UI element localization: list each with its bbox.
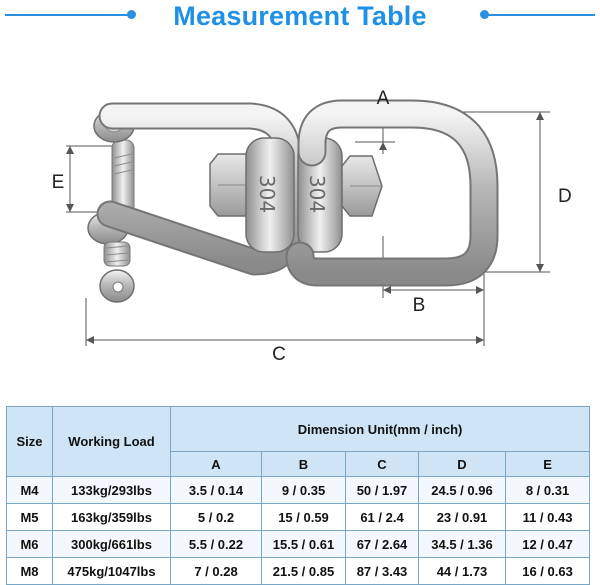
cell-size: M5: [7, 504, 53, 531]
cell-load: 300kg/661lbs: [53, 531, 171, 558]
header-col-d: D: [419, 452, 506, 477]
cell-a: 3.5 / 0.14: [171, 477, 262, 504]
cell-e: 8 / 0.31: [506, 477, 590, 504]
page-title: Measurement Table: [173, 1, 427, 31]
cell-a: 5 / 0.2: [171, 504, 262, 531]
cell-c: 50 / 1.97: [346, 477, 419, 504]
header-col-a: A: [171, 452, 262, 477]
cell-size: M4: [7, 477, 53, 504]
header-working-load: Working Load: [53, 407, 171, 477]
header-col-b: B: [262, 452, 346, 477]
cell-load: 475kg/1047lbs: [53, 558, 171, 585]
dim-label-a: A: [376, 88, 390, 109]
cell-d: 23 / 0.91: [419, 504, 506, 531]
cell-b: 21.5 / 0.85: [262, 558, 346, 585]
header-size: Size: [7, 407, 53, 477]
cell-c: 61 / 2.4: [346, 504, 419, 531]
header-col-c: C: [346, 452, 419, 477]
header-dimension-unit: Dimension Unit(mm / inch): [171, 407, 590, 452]
cell-load: 163kg/359lbs: [53, 504, 171, 531]
cell-e: 11 / 0.43: [506, 504, 590, 531]
cell-size: M8: [7, 558, 53, 585]
measurement-table: [6, 406, 590, 585]
header: [0, 0, 600, 36]
cell-size: M6: [7, 531, 53, 558]
table-row: [7, 504, 590, 531]
header-col-e: E: [506, 452, 590, 477]
cell-b: 15 / 0.59: [262, 504, 346, 531]
dim-label-b: B: [412, 295, 426, 316]
cell-c: 87 / 3.43: [346, 558, 419, 585]
cell-e: 16 / 0.63: [506, 558, 590, 585]
cell-b: 9 / 0.35: [262, 477, 346, 504]
dim-label-e: E: [51, 172, 65, 193]
swivel-diagram: [0, 36, 600, 396]
cell-a: 7 / 0.28: [171, 558, 262, 585]
cell-b: 15.5 / 0.61: [262, 531, 346, 558]
table-row: [7, 477, 590, 504]
cell-d: 44 / 1.73: [419, 558, 506, 585]
stamp-text-left: 304: [255, 174, 279, 214]
cell-load: 133kg/293lbs: [53, 477, 171, 504]
dim-label-c: C: [272, 344, 286, 365]
cell-d: 24.5 / 0.96: [419, 477, 506, 504]
table-row: [7, 531, 590, 558]
cell-d: 34.5 / 1.36: [419, 531, 506, 558]
cell-c: 67 / 2.64: [346, 531, 419, 558]
cell-e: 12 / 0.47: [506, 531, 590, 558]
table-row: [7, 558, 590, 585]
cell-a: 5.5 / 0.22: [171, 531, 262, 558]
stamp-text-right: 304: [305, 174, 329, 214]
right-decor-line: [485, 14, 595, 16]
dim-label-d: D: [558, 186, 572, 207]
